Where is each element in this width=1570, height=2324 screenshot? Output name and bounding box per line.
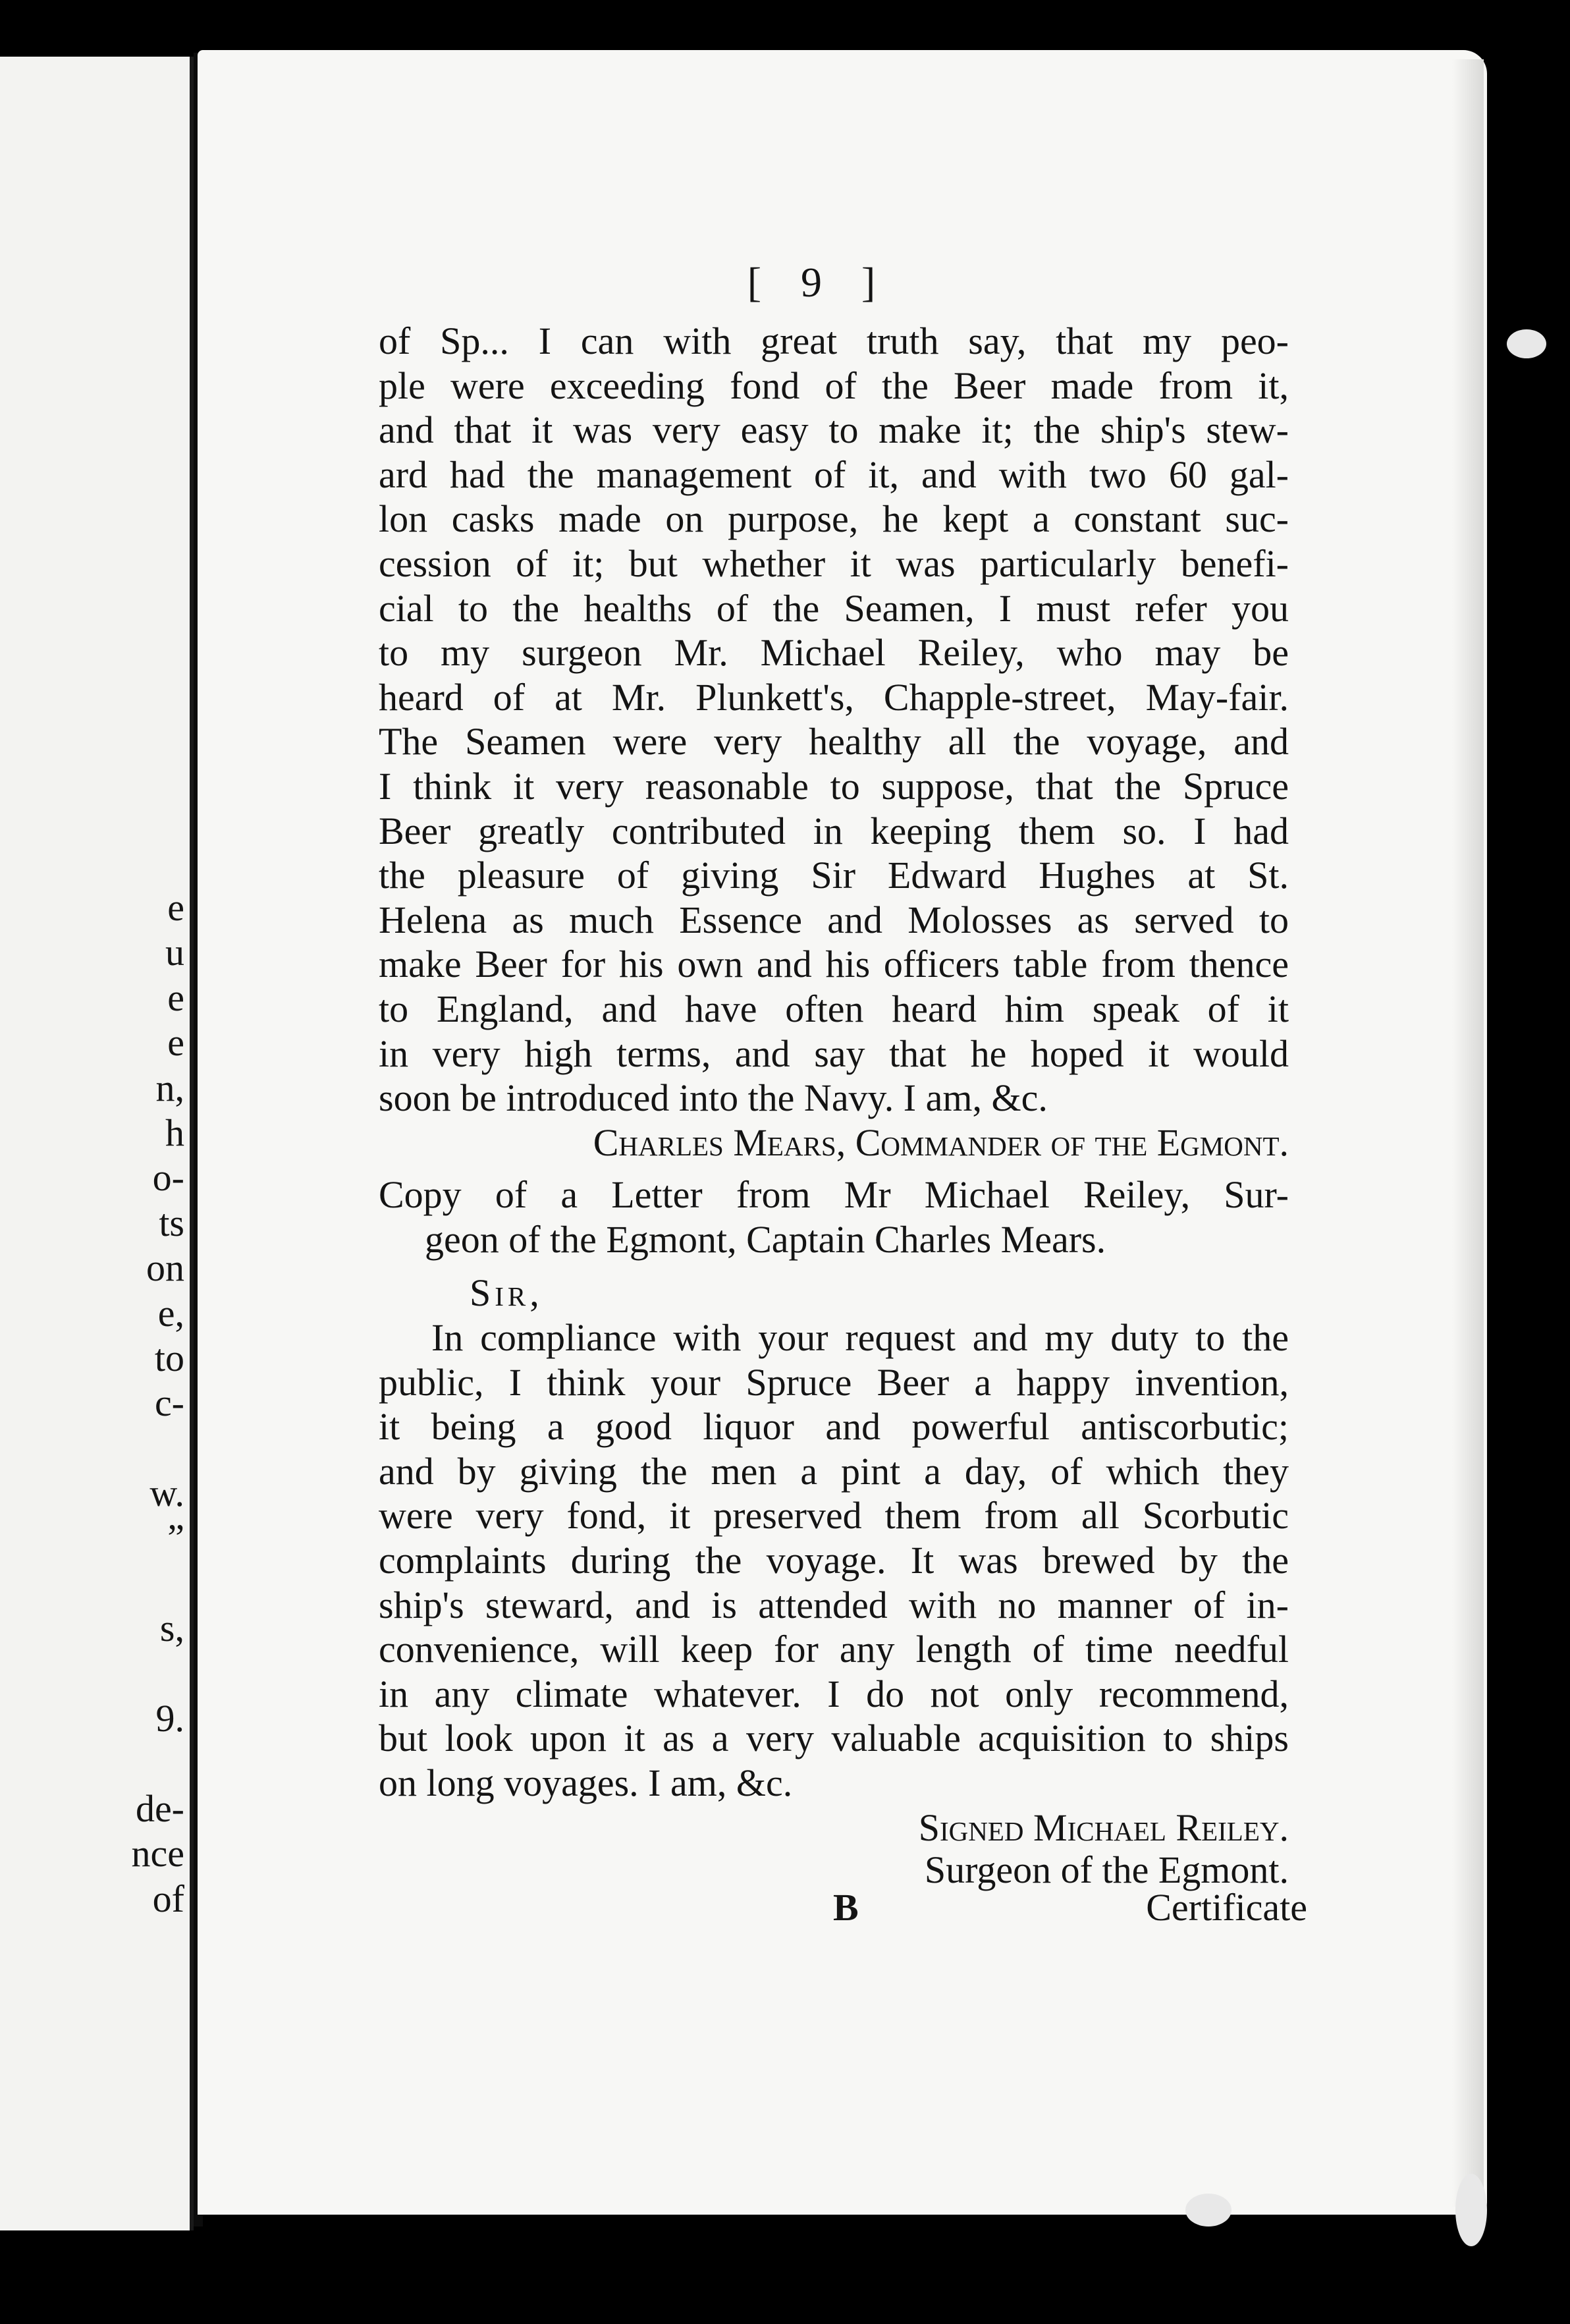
fragment: de- [135, 1786, 184, 1830]
fragment: e [167, 886, 184, 929]
text-block [379, 319, 1289, 1890]
salutation: Sir, [470, 1271, 543, 1315]
fragment [0, 1741, 184, 1786]
letter-heading: geon of the Egmont, Captain Charles Mears. [425, 1217, 1106, 1261]
text-line: cial to the healths of the Seamen, I must refer you [379, 586, 1289, 630]
paper-flaw [1507, 329, 1546, 358]
text-line: were very fond, it preserved them from all Scorbutic [379, 1494, 1289, 1537]
letter-signature: Signed Michael Reiley. [918, 1806, 1289, 1849]
fragment: of [152, 1877, 184, 1920]
text-line: I think it very reasonable to suppose, that the Spruce [379, 764, 1289, 808]
letter-heading: Copy of a Letter from Mr Michael Reiley, Sur- [379, 1173, 1289, 1217]
text-line: but look upon it as a very valuable acquisition to ships [379, 1717, 1289, 1760]
text-line: complaints during the voyage. It was brewed by the [379, 1539, 1289, 1582]
text-line: public, I think your Spruce Beer a happy invention, [379, 1360, 1289, 1404]
page-edge-shadow [1452, 59, 1484, 2207]
fragment: to [154, 1336, 184, 1379]
fragment: ” [167, 1516, 184, 1560]
text-line: heard of at Mr. Plunkett's, Chapple-street, May-fair. [379, 675, 1289, 719]
text-line: it being a good liquor and powerful antiscorbutic; [379, 1405, 1289, 1449]
fragment: ts [159, 1201, 184, 1244]
text-line: of Sp... I can with great truth say, that my peo- [379, 319, 1289, 362]
signature-mark: B [833, 1886, 859, 1929]
text-line: to England, and have often heard him speak of it [379, 987, 1289, 1030]
text-line: cession of it; but whether it was particularly benefi- [379, 541, 1289, 585]
fragment: e [167, 1021, 184, 1065]
fragment: 9. [155, 1697, 184, 1740]
fragment: n, [155, 1066, 184, 1109]
fragment: e [167, 976, 184, 1019]
text-line: make Beer for his own and his officers table from thence [379, 943, 1289, 986]
text-line: In compliance with your request and my duty to the [431, 1316, 1289, 1360]
text-line: to my surgeon Mr. Michael Reiley, who may be [379, 631, 1289, 675]
text-line: lon casks made on purpose, he kept a constant suc- [379, 497, 1289, 541]
text-line: in very high terms, and say that he hoped it would [379, 1032, 1289, 1075]
text-line: Beer greatly contributed in keeping them so. I had [379, 809, 1289, 852]
letter-signature: Charles Mears, Commander of the Egmont. [593, 1120, 1289, 1164]
catchword: Certificate [1146, 1886, 1307, 1929]
fragment: w. [149, 1472, 184, 1515]
text-line: Helena as much Essence and Molosses as served to [379, 898, 1289, 941]
text-line: convenience, will keep for any length of time needful [379, 1628, 1289, 1671]
fragment: h [165, 1111, 184, 1154]
fragment: s, [159, 1607, 184, 1650]
text-line: in any climate whatever. I do not only recommend, [379, 1672, 1289, 1715]
page-footer [833, 1885, 1307, 1931]
text-line: ard had the management of it, and with two 60 gal- [379, 453, 1289, 496]
signer-title: Surgeon of the Egmont. [924, 1848, 1289, 1891]
text-line: on long voyages. I am, &c. [379, 1761, 793, 1804]
fragment: on [146, 1246, 184, 1290]
fragment [0, 1561, 184, 1606]
fragment [0, 1651, 184, 1696]
text-line: ple were exceeding fond of the Beer made from it, [379, 364, 1289, 407]
text-line: and by giving the men a pint a day, of which they [379, 1449, 1289, 1493]
fragment: nce [131, 1832, 184, 1875]
facing-page-edge [0, 57, 194, 2230]
fragment: u [165, 931, 184, 974]
text-line: The Seamen were very healthy all the voyage, and [379, 720, 1289, 763]
text-line: and that it was very easy to make it; the ship's stew- [379, 408, 1289, 452]
fragment: e, [157, 1291, 184, 1335]
facing-page-text [0, 885, 184, 1922]
paper-flaw [1455, 2174, 1487, 2246]
text-line: ship's steward, and is attended with no manner of in- [379, 1583, 1289, 1626]
paper-flaw [1185, 2194, 1232, 2227]
text-line: the pleasure of giving Sir Edward Hughes at St. [379, 854, 1289, 897]
fragment: c- [154, 1381, 184, 1425]
text-line: soon be introduced into the Navy. I am, &c. [379, 1076, 1048, 1120]
page-number: [ 9 ] [747, 259, 890, 306]
fragment: o- [152, 1156, 184, 1200]
fragment [0, 1426, 184, 1471]
